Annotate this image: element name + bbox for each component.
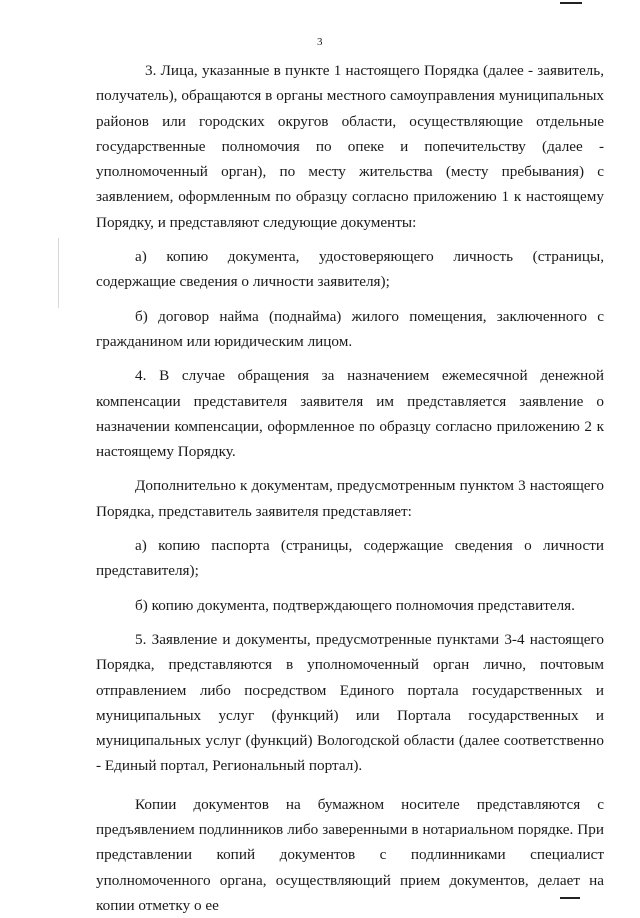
paragraph-copies: Копии документов на бумажном носителе представляются с предъявлением подлинников либо заверенными в нотариальном порядке. При представлении копий документов с подлинниками специалист уполномоченного органа, осуществляющий прием документов, делает на копии отметку о ее [96, 795, 604, 914]
paragraph-3a: а) копию документа, удостоверяющего личность (страницы, содержащие сведения о личности заявителя); [96, 248, 604, 291]
paragraph-4: 4. В случае обращения за назначением ежемесячной денежной компенсации представителя заявителя им представляется заявление о назначении компенсации, оформленное по образцу согласно приложению 2 к настоящему Порядку. [96, 367, 604, 461]
paragraph-5: 5. Заявление и документы, предусмотренные пунктами 3-4 настоящего Порядка, представляются в уполномоченный орган лично, почтовым отправлением либо посредством Единого портала государственных и муниципальных услуг (функций) или Портала государственных и муниципальных услуг (функций) Вологодской области (далее соответственно - Единый портал, Региональный портал). [96, 630, 604, 775]
scan-mark-bottom [560, 897, 580, 899]
page-number: 3 [317, 36, 323, 48]
paragraph-3b: б) договор найма (поднайма) жилого помещения, заключенного с гражданином или юридическим лицом. [96, 307, 604, 350]
paragraph-3: 3. Лица, указанные в пункте 1 настоящего Порядка (далее - заявитель, получатель), обращаются в органы местного самоуправления муниципальных районов или городских округов области, осуществляющие отдельные государственные полномочия по опеке и попечительству (далее - уполномоченный орган), по месту жительства (месту пребывания) с заявлением, оформленным по образцу согласно приложению 1 к настоящему Порядку, и представляют следующие документы: [96, 62, 604, 231]
paragraph-additional: Дополнительно к документам, предусмотренным пунктом 3 настоящего Порядка, представитель заявителя представляет: [96, 477, 604, 520]
scan-margin-line [58, 238, 59, 308]
paragraph-additional-a: а) копию паспорта (страницы, содержащие сведения о личности представителя); [96, 537, 604, 580]
document-body [96, 58, 604, 918]
paragraph-additional-b: б) копию документа, подтверждающего полномочия представителя. [135, 596, 575, 614]
scan-mark-top [560, 2, 582, 4]
